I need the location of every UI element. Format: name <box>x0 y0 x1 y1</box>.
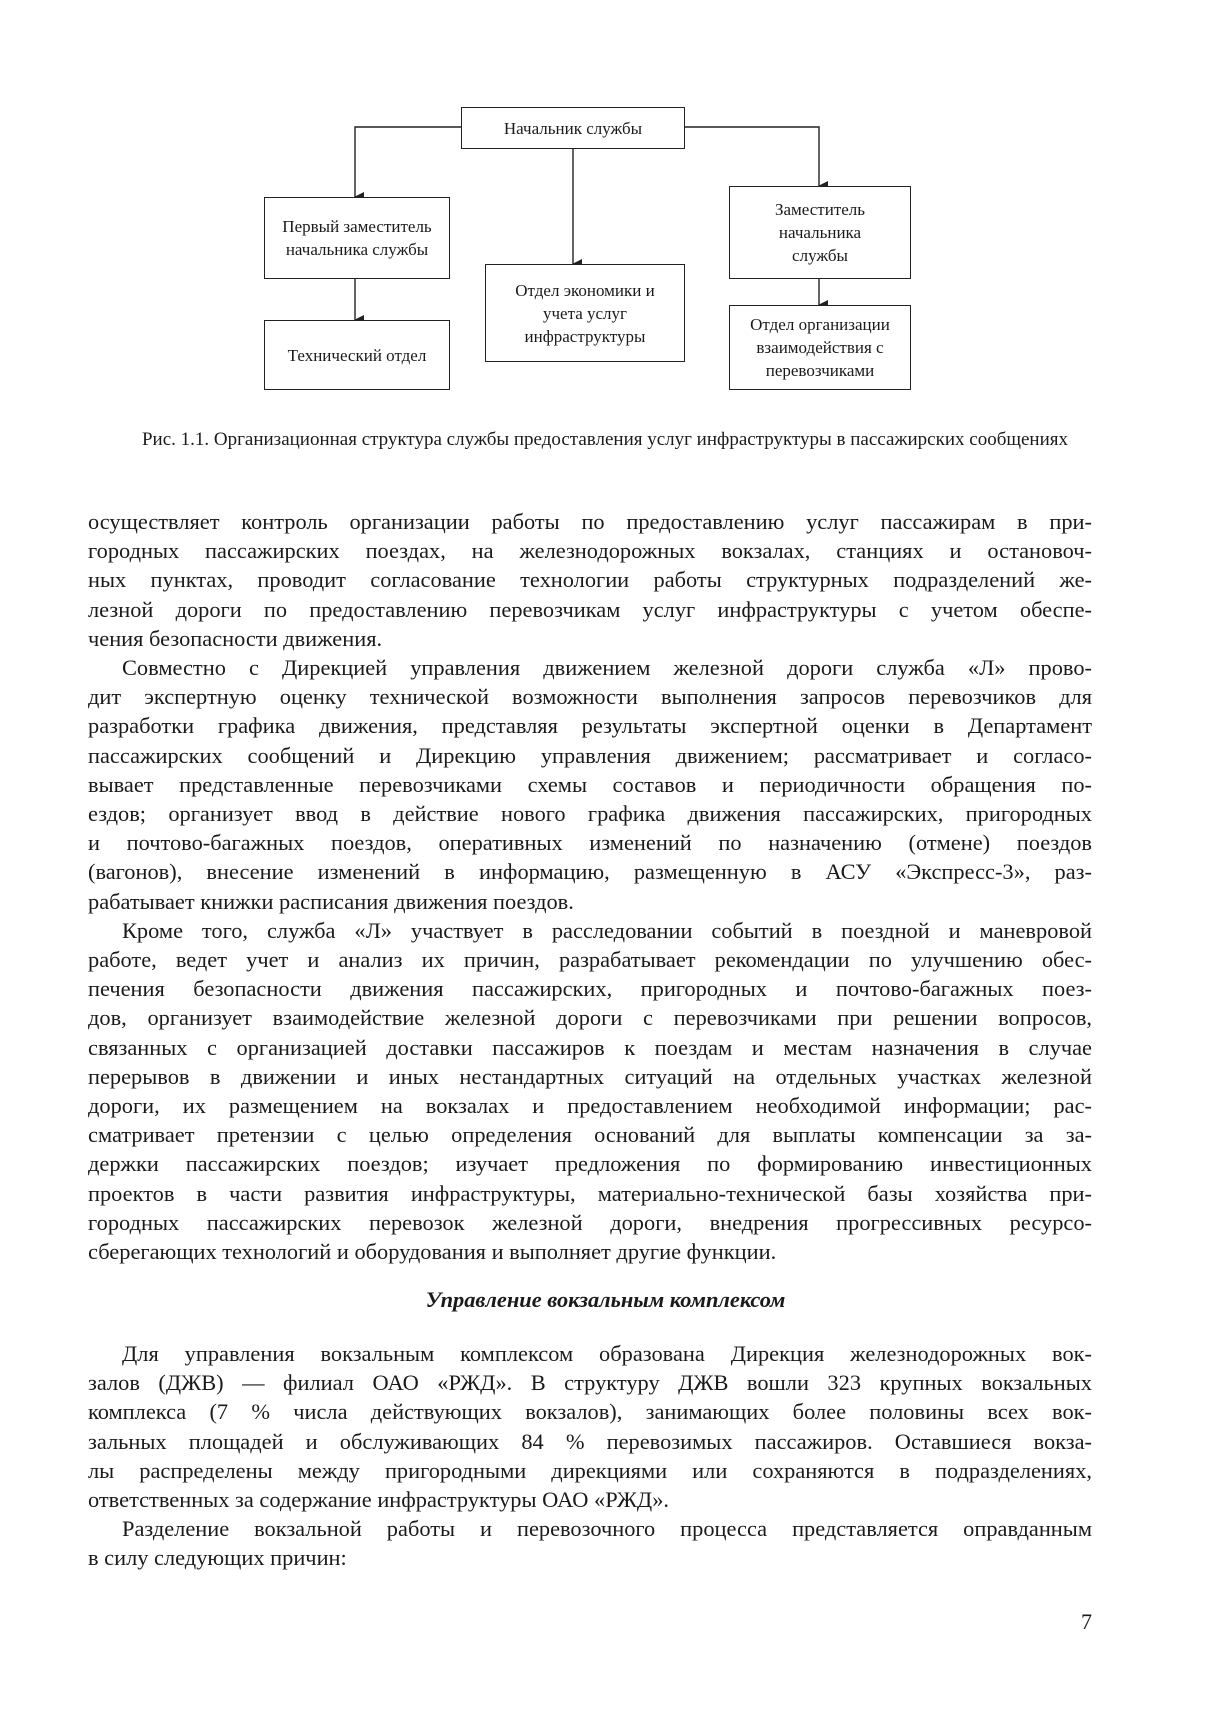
text-line: (вагонов), внесение изменений в информацию, размещенную в АСУ «Экспресс-3», раз- <box>88 859 1092 885</box>
org-box-head-label: Начальник службы <box>503 118 643 138</box>
text-line: рабатывает книжки расписания движения поездов. <box>88 888 574 914</box>
text-line: перерывов в движении и иных нестандартных ситуаций на отдельных участках железной <box>88 1063 1092 1089</box>
org-box-deputy-label: Заместитель начальника службы <box>774 200 866 265</box>
org-box-first-deputy-label: Первый заместитель начальника службы <box>282 217 432 259</box>
text-line: чения безопасности движения. <box>88 625 383 651</box>
org-box-first-deputy <box>264 197 450 279</box>
text-line: сберегающих технологий и оборудования и выполняет другие функции. <box>88 1239 777 1265</box>
org-box-economics-dept-label: Отдел экономики и учета услуг инфраструктуры <box>515 280 655 346</box>
text-line: Для управления вокзальным комплексом образована Дирекция железнодорожных вок- <box>122 1341 1092 1366</box>
text-line: городных пассажирских поездах, на железнодорожных вокзалах, станциях и остановоч- <box>88 538 1092 564</box>
text-line: в силу следующих причин: <box>88 1545 347 1571</box>
text-line: ных пунктах, проводит согласование технологии работы структурных подразделений же- <box>88 567 1092 593</box>
body-text-section <box>88 1339 1092 1573</box>
page-number: 7 <box>1081 1609 1092 1634</box>
text-line: связанных с организацией доставки пассажиров к поездам и местам назначения в случае <box>88 1034 1092 1060</box>
paragraph-2 <box>88 653 1092 916</box>
text-line: держки пассажирских поездов; изучает предложения по формированию инвестиционных <box>88 1151 1092 1177</box>
org-box-deputy <box>729 186 911 279</box>
section-heading: Управление вокзальным комплексом <box>425 1287 786 1312</box>
text-line: осуществляет контроль организации работы по предоставлению услуг пассажирам в при- <box>88 509 1092 534</box>
text-line: лы распределены между пригородными дирекциями или сохраняются в подразделениях, <box>88 1457 1092 1483</box>
text-line: комплекса (7 % числа действующих вокзалов), занимающих более половины всех вок- <box>88 1399 1092 1425</box>
paragraph-1 <box>88 507 1092 653</box>
text-line: разработки графика движения, представляя результаты экспертной оценки в Департамент <box>88 713 1092 739</box>
body-text <box>88 507 1092 1266</box>
figure-caption: Рис. 1.1. Организационная структура службы предоставления услуг инфраструктуры в пассажирских сообщениях <box>141 429 1069 450</box>
text-line: зальных площадей и обслуживающих 84 % перевозимых пассажиров. Оставшиеся вокза- <box>88 1428 1092 1454</box>
text-line: ответственных за содержание инфраструктуры ОАО «РЖД». <box>88 1487 669 1513</box>
text-line: вывает представленные перевозчиками схемы составов и периодичности обращения по- <box>88 771 1092 797</box>
text-line: городных пассажирских перевозок железной дороги, внедрения прогрессивных ресурсо- <box>88 1209 1092 1235</box>
text-line: печения безопасности движения пассажирских, пригородных и почтово-багажных поез- <box>88 976 1092 1002</box>
text-line: дороги, их размещением на вокзалах и предоставлением необходимой информации; рас- <box>88 1093 1092 1119</box>
text-line: Совместно с Дирекцией управления движением железной дороги служба «Л» прово- <box>122 655 1092 681</box>
org-box-economics-dept <box>485 264 685 362</box>
connector-head-deputy <box>685 127 819 186</box>
text-line: Разделение вокзальной работы и перевозочного процесса представляется оправданным <box>122 1516 1092 1542</box>
text-line: проектов в части развития инфраструктуры, материально-технической базы хозяйства при- <box>88 1180 1092 1206</box>
text-line: дов, организует взаимодействие железной дороги с перевозчиками при решении вопросов, <box>88 1005 1092 1031</box>
text-line: пассажирских сообщений и Дирекцию управления движением; рассматривает и согласо- <box>88 742 1092 768</box>
connector-head-first-deputy <box>355 127 461 197</box>
org-box-carrier-dept <box>729 305 911 390</box>
paragraph-3 <box>88 916 1092 1266</box>
org-box-head <box>461 107 685 149</box>
text-line: дит экспертную оценку технической возможности выполнения запросов перевозчиков для <box>88 684 1092 710</box>
org-box-technical-dept-label: Технический отдел <box>287 345 427 365</box>
paragraph-4 <box>88 1339 1092 1514</box>
org-box-technical-dept <box>264 320 450 390</box>
org-box-carrier-dept-label: Отдел организации взаимодействия с перевозчиками <box>750 315 890 380</box>
text-line: работе, ведет учет и анализ их причин, разрабатывает рекомендации по улучшению обес- <box>88 947 1092 973</box>
text-line: и почтово-багажных поездов, оперативных изменений по назначению (отмене) поездов <box>88 830 1092 856</box>
text-line: сматривает претензии с целью определения оснований для выплаты компенсации за за- <box>88 1122 1092 1148</box>
text-line: ездов; организует ввод в действие нового графика движения пассажирских, пригородных <box>88 801 1092 827</box>
text-line: залов (ДЖВ) — филиал ОАО «РЖД». В структуру ДЖВ вошли 323 крупных вокзальных <box>88 1370 1092 1396</box>
text-line: лезной дороги по предоставлению перевозчикам услуг инфраструктуры с учетом обеспе- <box>88 596 1092 622</box>
org-chart <box>0 0 1211 420</box>
text-line: Кроме того, служба «Л» участвует в расследовании событий в поездной и маневровой <box>122 917 1092 943</box>
paragraph-5 <box>88 1514 1092 1572</box>
